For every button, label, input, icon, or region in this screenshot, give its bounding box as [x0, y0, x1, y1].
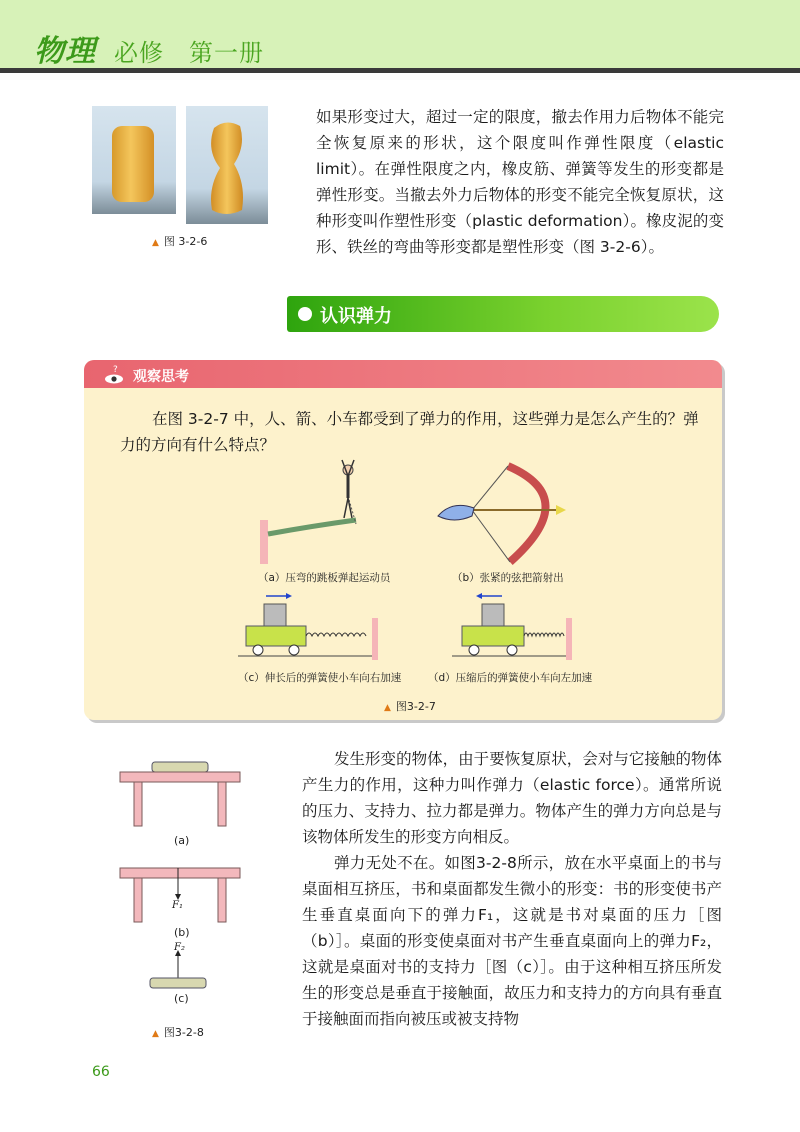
bullet-dot-icon: [298, 307, 312, 321]
cart-stretched-spring-illustration: [238, 592, 388, 664]
force-f2-label: F₂: [174, 942, 185, 953]
eye-question-icon: [104, 363, 124, 385]
fig-3-2-8-sub-a: (a): [174, 834, 190, 847]
fig-3-2-8-sub-c: (c): [174, 992, 189, 1005]
intro-paragraph: 如果形变过大，超过一定的限度，撤去作用力后物体不能完全恢复原来的形状，这个限度叫作弹性限度（elastic limit）。在弹性限度之内，橡皮筋、弹簧等发生的形变都是弹性形变。当撤去外力后物体的形变不能完全恢复原状，这种形变叫作塑性形变（plastic deformation）。橡皮泥的变形、铁丝的弯曲等形变都是塑性形变（图 3-2-6）。: [316, 108, 724, 256]
figure-3-2-8-caption: ▲ 图3-2-8: [152, 1026, 204, 1039]
body-paragraph-2: 弹力无处不在。如图3-2-8所示，放在水平桌面上的书与桌面相互挤压，书和桌面都发生微小的形变：书的形变使书产生垂直桌面向下的弹力F₁，这就是书对桌面的压力［图（b）］。桌面的形变使桌面对书产生垂直桌面向上的弹力F₂，这就是桌面对书的支持力［图（c）］。由于这种相互挤压所发生的形变总是垂直于接触面，故压力和支持力的方向具有垂直于接触面而指向被压或被支持物: [302, 854, 722, 1028]
caption-d: （d）压缩后的弹簧使小车向左加速: [428, 672, 593, 684]
photo-clay-original: [92, 106, 176, 214]
figure-3-2-7-caption: ▲ 图3-2-7: [384, 700, 436, 713]
book-title: 物理: [34, 34, 96, 69]
svg-text:?: ?: [113, 365, 118, 375]
photo-clay-deformed: [186, 106, 268, 224]
figure-3-2-6-caption: ▲ 图 3-2-6: [152, 235, 208, 248]
table-with-force-f1-illustration: [116, 864, 246, 924]
observe-question: 在图 3-2-7 中，人、箭、小车都受到了弹力的作用，这些弹力是怎么产生的？弹力的方向有什么特点？: [120, 410, 699, 454]
section-title: 认识弹力: [320, 306, 392, 327]
bow-arrow-illustration: [432, 458, 572, 568]
page-number: 66: [92, 1064, 110, 1080]
caption-a: （a）压弯的跳板弹起运动员: [258, 572, 391, 584]
book-subtitle: 必修 第一册: [114, 39, 264, 67]
force-f1-label: F₁: [172, 900, 183, 911]
caption-c: （c）伸长后的弹簧使小车向右加速: [238, 672, 402, 684]
diving-board-illustration: [252, 456, 382, 566]
table-with-book-illustration: [116, 760, 246, 830]
clay-block: [112, 126, 154, 202]
header-title: [34, 26, 264, 70]
caption-b: （b）张紧的弦把箭射出: [452, 572, 564, 584]
fig-3-2-8-sub-b: (b): [174, 926, 190, 939]
observe-title: 观察思考: [133, 369, 189, 385]
cart-compressed-spring-illustration: [452, 592, 582, 664]
clay-twisted: [186, 106, 268, 224]
body-paragraph-1: 发生形变的物体，由于要恢复原状，会对与它接触的物体产生力的作用，这种力叫作弹力（elastic force）。通常所说的压力、支持力、拉力都是弹力。物体产生的弹力方向总是与该物体所发生的形变方向相反。: [302, 750, 722, 846]
